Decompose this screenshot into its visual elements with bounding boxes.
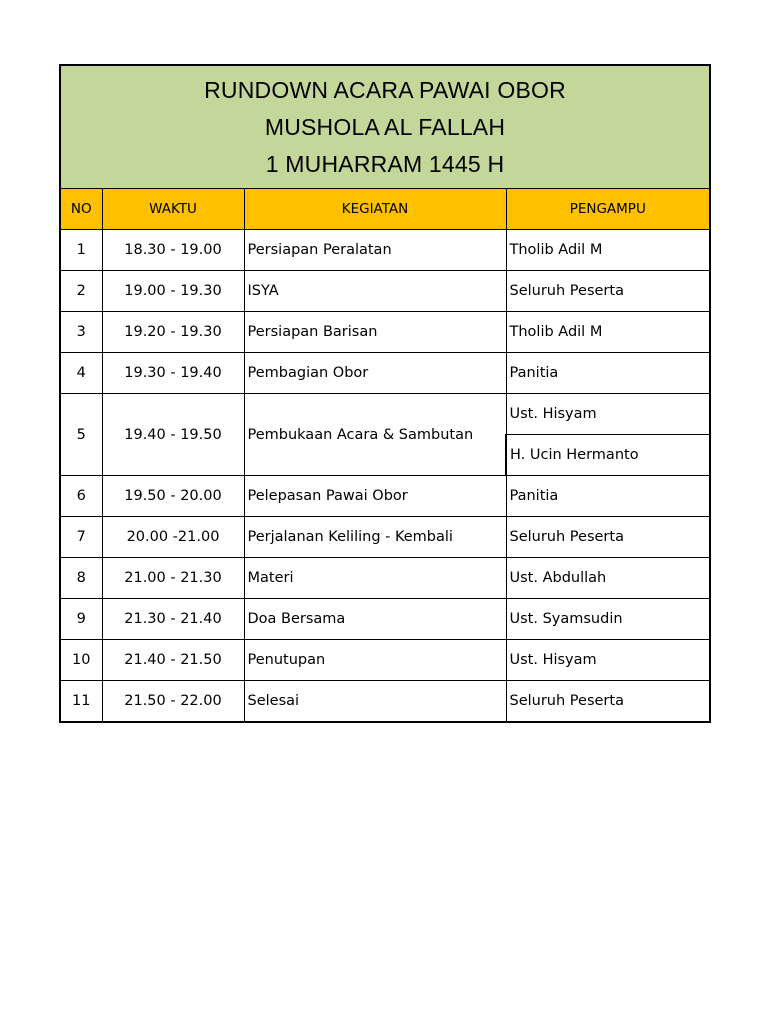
cell-pengampu: Ust. Hisyam xyxy=(506,394,710,435)
cell-waktu: 19.20 - 19.30 xyxy=(102,312,244,353)
cell-kegiatan: Pembagian Obor xyxy=(244,353,506,394)
cell-pengampu: Seluruh Peserta xyxy=(506,271,710,312)
cell-pengampu: Ust. Hisyam xyxy=(506,640,710,681)
header-waktu: WAKTU xyxy=(102,189,244,230)
cell-pengampu: Ust. Syamsudin xyxy=(506,599,710,640)
cell-pengampu: Panitia xyxy=(506,476,710,517)
table-row xyxy=(60,640,710,681)
cell-kegiatan: ISYA xyxy=(244,271,506,312)
header-row xyxy=(60,189,710,230)
table-row xyxy=(60,230,710,271)
table-row xyxy=(60,599,710,640)
rundown-table xyxy=(59,64,711,723)
cell-waktu: 19.50 - 20.00 xyxy=(102,476,244,517)
cell-no: 11 xyxy=(60,681,102,723)
table-row xyxy=(60,353,710,394)
cell-waktu: 18.30 - 19.00 xyxy=(102,230,244,271)
cell-kegiatan: Materi xyxy=(244,558,506,599)
title-line-2: MUSHOLA AL FALLAH xyxy=(264,113,506,140)
cell-no: 4 xyxy=(60,353,102,394)
header-pengampu: PENGAMPU xyxy=(506,189,710,230)
cell-waktu: 19.00 - 19.30 xyxy=(102,271,244,312)
table-row xyxy=(60,681,710,723)
cell-no: 6 xyxy=(60,476,102,517)
table-row xyxy=(60,476,710,517)
cell-pengampu: Panitia xyxy=(506,353,710,394)
cell-waktu: 21.50 - 22.00 xyxy=(102,681,244,723)
cell-no: 7 xyxy=(60,517,102,558)
cell-kegiatan: Perjalanan Keliling - Kembali xyxy=(244,517,506,558)
cell-no: 5 xyxy=(60,394,102,476)
title-line-1: RUNDOWN ACARA PAWAI OBOR xyxy=(204,76,566,103)
title-row xyxy=(60,65,710,189)
cell-no: 10 xyxy=(60,640,102,681)
cell-waktu: 21.30 - 21.40 xyxy=(102,599,244,640)
cell-kegiatan: Selesai xyxy=(244,681,506,723)
cell-pengampu: H. Ucin Hermanto xyxy=(506,435,710,476)
cell-kegiatan: Pembukaan Acara & Sambutan xyxy=(244,394,506,476)
cell-waktu: 19.40 - 19.50 xyxy=(102,394,244,476)
header-kegiatan: KEGIATAN xyxy=(244,189,506,230)
cell-pengampu: Tholib Adil M xyxy=(506,312,710,353)
title-cell xyxy=(60,65,710,189)
cell-pengampu: Ust. Abdullah xyxy=(506,558,710,599)
cell-pengampu: Tholib Adil M xyxy=(506,230,710,271)
table-row xyxy=(60,312,710,353)
table-row xyxy=(60,271,710,312)
header-no: NO xyxy=(60,189,102,230)
cell-waktu: 21.00 - 21.30 xyxy=(102,558,244,599)
cell-pengampu: Seluruh Peserta xyxy=(506,517,710,558)
cell-kegiatan: Pelepasan Pawai Obor xyxy=(244,476,506,517)
table-row xyxy=(60,558,710,599)
cell-no: 8 xyxy=(60,558,102,599)
cell-waktu: 19.30 - 19.40 xyxy=(102,353,244,394)
cell-no: 2 xyxy=(60,271,102,312)
title-line-3: 1 MUHARRAM 1445 H xyxy=(265,150,505,177)
cell-kegiatan: Persiapan Barisan xyxy=(244,312,506,353)
cell-no: 1 xyxy=(60,230,102,271)
table-row xyxy=(60,517,710,558)
table-row xyxy=(60,394,710,435)
cell-waktu: 21.40 - 21.50 xyxy=(102,640,244,681)
cell-kegiatan: Penutupan xyxy=(244,640,506,681)
cell-kegiatan: Persiapan Peralatan xyxy=(244,230,506,271)
cell-kegiatan: Doa Bersama xyxy=(244,599,506,640)
cell-pengampu: Seluruh Peserta xyxy=(506,681,710,723)
cell-waktu: 20.00 -21.00 xyxy=(102,517,244,558)
cell-no: 9 xyxy=(60,599,102,640)
cell-no: 3 xyxy=(60,312,102,353)
